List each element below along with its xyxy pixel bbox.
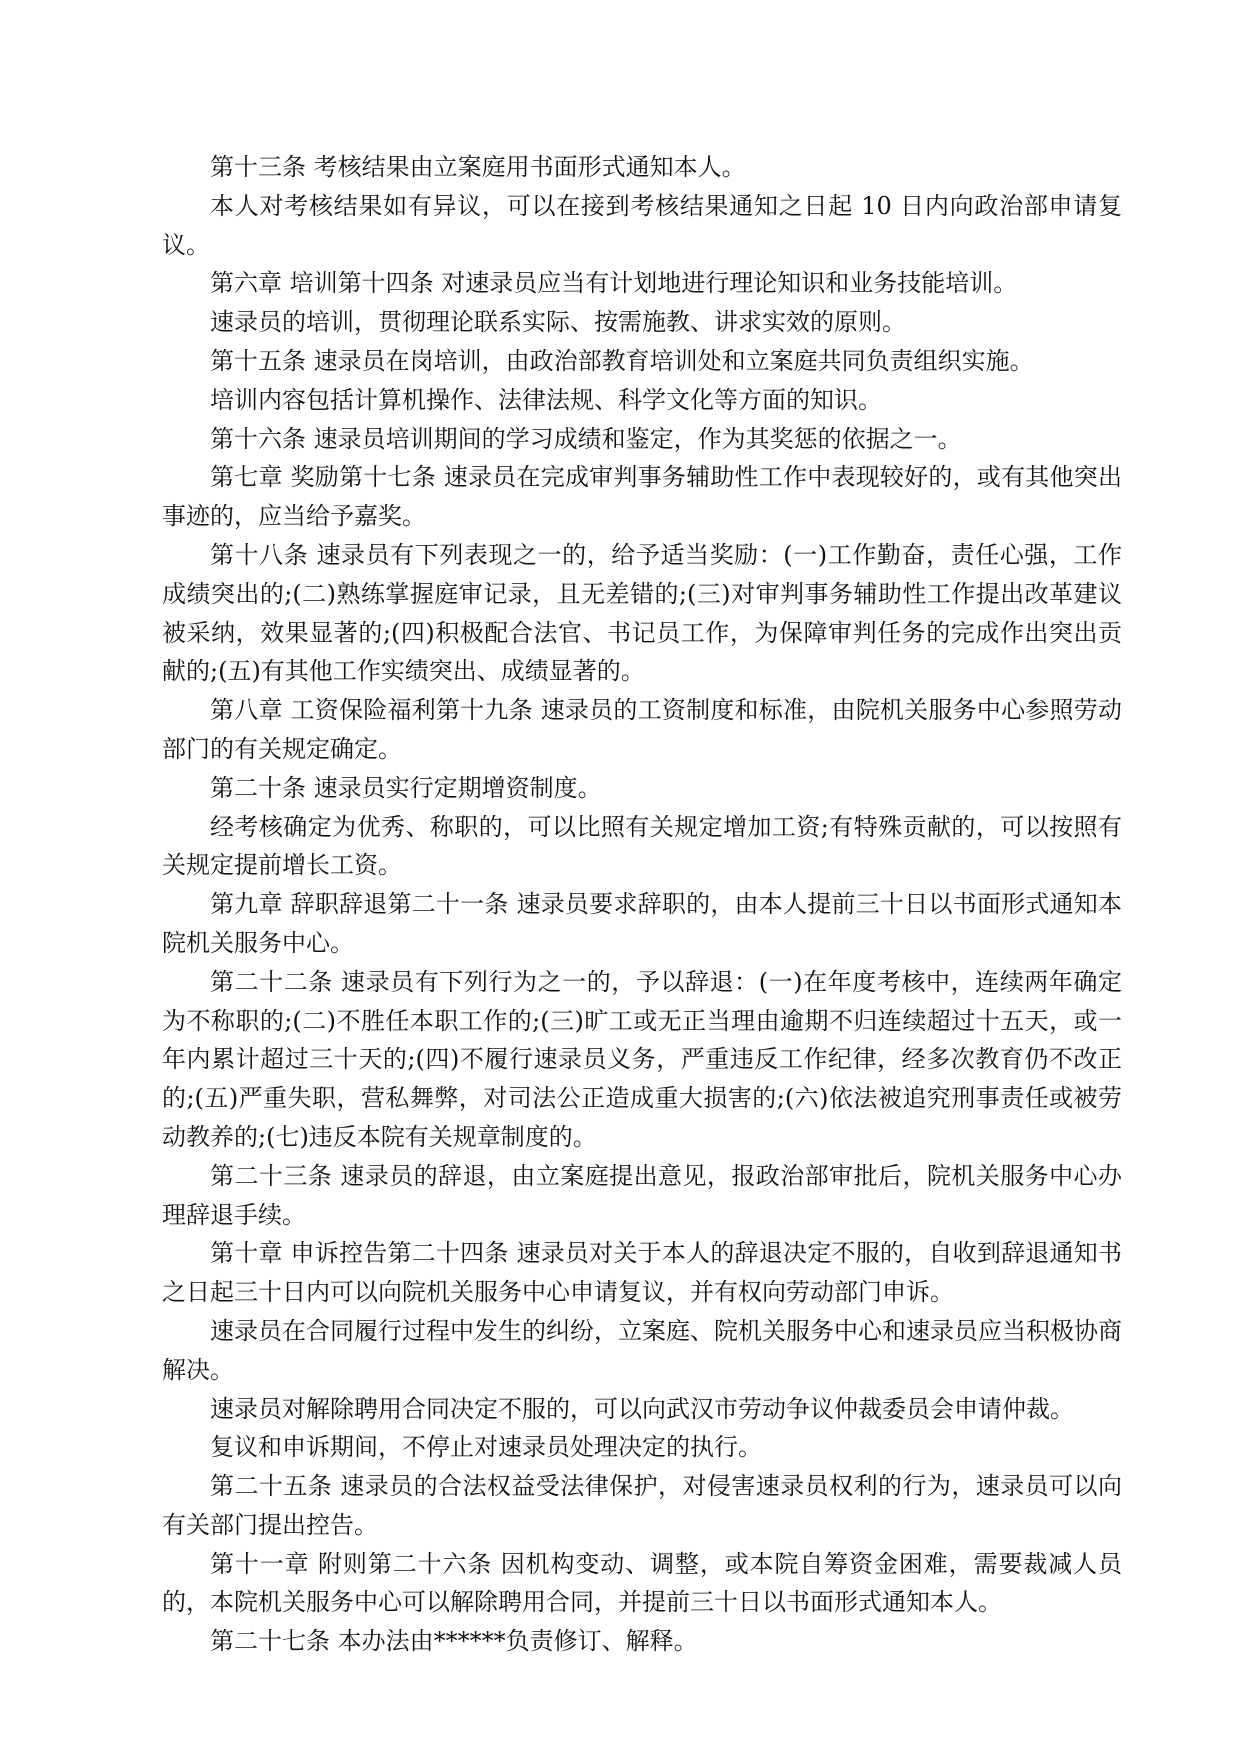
paragraph-chapter-7-article-17: 第七章 奖励第十七条 速录员在完成审判事务辅助性工作中表现较好的，或有其他突出事迹的，应当给予嘉奖。 xyxy=(162,463,1122,531)
paragraph-article-15: 第十五条 速录员在岗培训，由政治部教育培训处和立案庭共同负责组织实施。 xyxy=(210,346,1034,375)
paragraph-contract-dispute: 速录员在合同履行过程中发生的纠纷，立案庭、院机关服务中心和速录员应当积极协商解决。 xyxy=(162,1316,1122,1384)
paragraph-arbitration: 速录员对解除聘用合同决定不服的，可以向武汉市劳动争议仲裁委员会申请仲裁。 xyxy=(210,1394,1074,1423)
paragraph-article-18: 第十八条 速录员有下列表现之一的，给予适当奖励：(一)工作勤奋，责任心强，工作成绩突出的;(二)熟练掌握庭审记录，且无差错的;(三)对审判事务辅助性工作提出改革建议被采纳，效果显著的;(四)积极配合法官、书记员工作，为保障审判任务的完成作出突出贡献的;(五)有其他工作实绩突出、成绩显著的。 xyxy=(162,540,1122,686)
document-body xyxy=(162,148,1122,1661)
paragraph-chapter-11-article-26: 第十一章 附则第二十六条 因机构变动、调整，或本院自筹资金困难，需要裁减人员的，本院机关服务中心可以解除聘用合同，并提前三十日以书面形式通知本人。 xyxy=(162,1549,1122,1617)
paragraph-article-16: 第十六条 速录员培训期间的学习成绩和鉴定，作为其奖惩的依据之一。 xyxy=(210,424,962,453)
paragraph-review-period: 复议和申诉期间，不停止对速录员处理决定的执行。 xyxy=(210,1433,762,1462)
paragraph-training-principle: 速录员的培训，贯彻理论联系实际、按需施教、讲求实效的原则。 xyxy=(210,308,906,337)
paragraph-chapter-10-article-24: 第十章 申诉控告第二十四条 速录员对关于本人的辞退决定不服的，自收到辞退通知书之日起三十日内可以向院机关服务中心申请复议，并有权向劳动部门申诉。 xyxy=(162,1239,1122,1307)
paragraph-chapter-6-article-14: 第六章 培训第十四条 对速录员应当有计划地进行理论知识和业务技能培训。 xyxy=(210,269,1018,298)
paragraph-training-content: 培训内容包括计算机操作、法律法规、科学文化等方面的知识。 xyxy=(210,385,882,414)
paragraph-chapter-9-article-21: 第九章 辞职辞退第二十一条 速录员要求辞职的，由本人提前三十日以书面形式通知本院机关服务中心。 xyxy=(162,890,1122,957)
paragraph-article-23: 第二十三条 速录员的辞退，由立案庭提出意见，报政治部审批后，院机关服务中心办理辞退手续。 xyxy=(162,1161,1122,1229)
paragraph-article-20: 第二十条 速录员实行定期增资制度。 xyxy=(210,773,602,802)
paragraph-article-25: 第二十五条 速录员的合法权益受法律保护，对侵害速录员权利的行为，速录员可以向有关部门提出控告。 xyxy=(162,1472,1122,1539)
paragraph-salary-increase: 经考核确定为优秀、称职的，可以比照有关规定增加工资;有特殊贡献的，可以按照有关规定提前增长工资。 xyxy=(162,812,1122,880)
paragraph-appeal-review: 本人对考核结果如有异议，可以在接到考核结果通知之日起 10 日内向政治部申请复议。 xyxy=(162,191,1122,259)
paragraph-article-22: 第二十二条 速录员有下列行为之一的，予以辞退：(一)在年度考核中，连续两年确定为不称职的;(二)不胜任本职工作的;(三)旷工或无正当理由逾期不归连续超过十五天，或一年内累计超过三十天的;(四)不履行速录员义务，严重违反工作纪律，经多次教育仍不改正的;(五)严重失职，营私舞弊，对司法公正造成重大损害的;(六)依法被追究刑事责任或被劳动教养的;(七)违反本院有关规章制度的。 xyxy=(162,967,1122,1151)
paragraph-chapter-8-article-19: 第八章 工资保险福利第十九条 速录员的工资制度和标准，由院机关服务中心参照劳动部门的有关规定确定。 xyxy=(162,696,1122,763)
paragraph-article-13: 第十三条 考核结果由立案庭用书面形式通知本人。 xyxy=(210,153,746,181)
paragraph-article-27: 第二十七条 本办法由******负责修订、解释。 xyxy=(210,1627,698,1656)
